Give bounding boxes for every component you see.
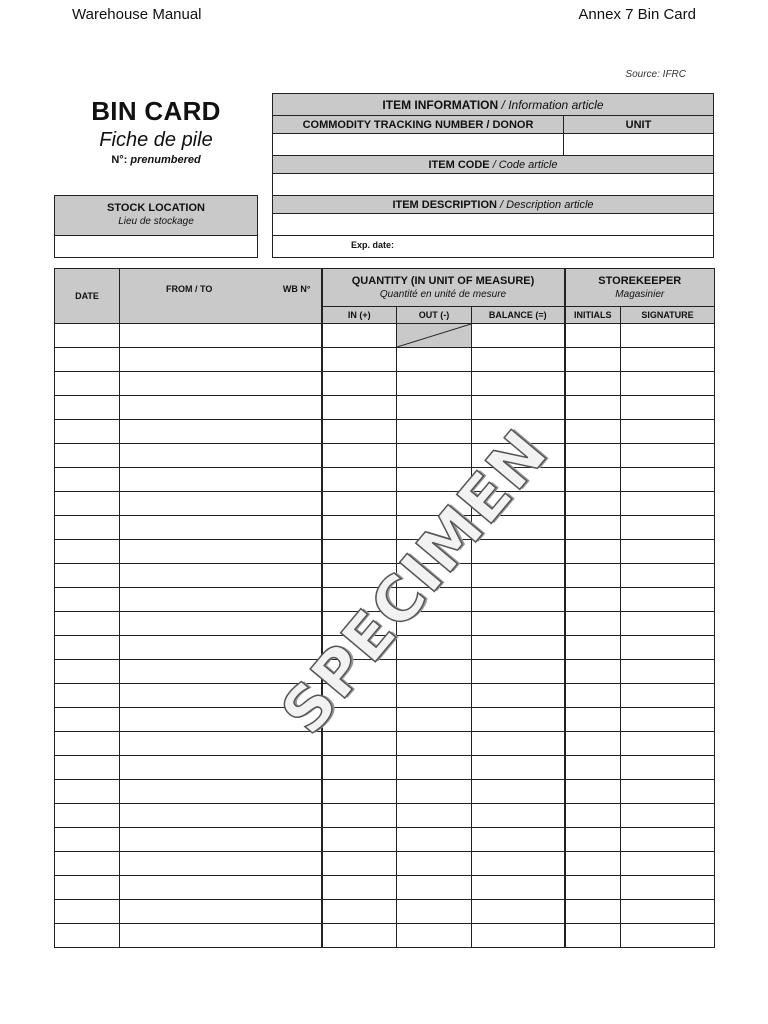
table-row — [55, 588, 715, 612]
date-cell[interactable] — [55, 348, 120, 372]
in-cell[interactable] — [322, 636, 397, 660]
signature-cell[interactable] — [621, 660, 715, 684]
balance-cell[interactable] — [472, 828, 565, 852]
initials-cell[interactable] — [565, 660, 621, 684]
balance-cell[interactable] — [472, 468, 565, 492]
date-cell[interactable] — [55, 756, 120, 780]
source-note: Source: IFRC — [625, 69, 686, 80]
quantity-header — [322, 269, 565, 307]
out-cell[interactable] — [397, 468, 472, 492]
balance-cell[interactable] — [472, 804, 565, 828]
from-to-cell[interactable] — [120, 420, 322, 444]
signature-cell[interactable] — [621, 876, 715, 900]
stock-location-sublabel: Lieu de stockage — [118, 216, 194, 227]
initials-cell[interactable] — [565, 564, 621, 588]
date-cell[interactable] — [55, 852, 120, 876]
signature-cell[interactable] — [621, 852, 715, 876]
date-cell[interactable] — [55, 420, 120, 444]
out-cell[interactable] — [397, 516, 472, 540]
from-to-cell[interactable] — [120, 804, 322, 828]
date-cell[interactable] — [55, 396, 120, 420]
signature-cell[interactable] — [621, 348, 715, 372]
item-information-title-fr: / Information article — [501, 97, 604, 112]
signature-cell[interactable] — [621, 468, 715, 492]
in-cell[interactable] — [322, 756, 397, 780]
specimen-watermark: SPECIMEN — [266, 415, 563, 748]
balance-cell[interactable] — [472, 876, 565, 900]
balance-cell[interactable] — [472, 708, 565, 732]
stock-location-box — [54, 195, 258, 258]
from-to-cell[interactable] — [120, 516, 322, 540]
out-cell[interactable] — [397, 636, 472, 660]
in-cell[interactable] — [322, 852, 397, 876]
from-to-cell[interactable] — [120, 396, 322, 420]
date-cell[interactable] — [55, 900, 120, 924]
unit-header — [563, 115, 714, 134]
table-row — [55, 468, 715, 492]
out-cell[interactable] — [397, 852, 472, 876]
from-to-cell[interactable] — [120, 468, 322, 492]
initials-cell[interactable] — [565, 468, 621, 492]
storekeeper-title: STOREKEEPER — [598, 275, 682, 287]
out-cell[interactable] — [397, 684, 472, 708]
initials-header: INITIALS — [565, 307, 621, 324]
from-to-cell[interactable] — [120, 876, 322, 900]
date-cell[interactable] — [55, 324, 120, 348]
table-row — [55, 804, 715, 828]
out-cell[interactable] — [397, 612, 472, 636]
out-cell[interactable] — [397, 780, 472, 804]
table-row — [55, 708, 715, 732]
from-to-cell[interactable] — [120, 636, 322, 660]
opening-balance-diagonal — [397, 324, 471, 347]
initials-cell[interactable] — [565, 324, 621, 348]
in-cell[interactable] — [322, 828, 397, 852]
out-header: OUT (-) — [397, 307, 472, 324]
out-cell[interactable] — [397, 564, 472, 588]
date-cell[interactable] — [55, 660, 120, 684]
exp-date-field[interactable] — [272, 235, 714, 258]
from-to-cell[interactable] — [120, 588, 322, 612]
signature-cell[interactable] — [621, 324, 715, 348]
out-cell[interactable] — [397, 804, 472, 828]
balance-cell[interactable] — [472, 684, 565, 708]
table-row — [55, 444, 715, 468]
balance-cell[interactable] — [472, 612, 565, 636]
date-cell[interactable] — [55, 468, 120, 492]
out-cell[interactable] — [397, 732, 472, 756]
table-row — [55, 732, 715, 756]
item-code-label: ITEM CODE — [428, 158, 490, 171]
date-cell[interactable] — [55, 564, 120, 588]
initials-cell[interactable] — [565, 828, 621, 852]
in-cell[interactable] — [322, 924, 397, 948]
wb-number-label: WB N° — [282, 284, 311, 294]
table-row — [55, 324, 715, 348]
date-cell[interactable] — [55, 636, 120, 660]
balance-cell[interactable] — [472, 780, 565, 804]
balance-cell[interactable] — [472, 348, 565, 372]
from-to-cell[interactable] — [120, 708, 322, 732]
table-row — [55, 564, 715, 588]
date-cell[interactable] — [55, 924, 120, 948]
in-cell[interactable] — [322, 732, 397, 756]
balance-cell[interactable] — [472, 540, 565, 564]
in-cell[interactable] — [322, 660, 397, 684]
commodity-field[interactable] — [272, 133, 564, 156]
in-cell[interactable] — [322, 516, 397, 540]
table-row — [55, 516, 715, 540]
table-row — [55, 372, 715, 396]
signature-cell[interactable] — [621, 924, 715, 948]
balance-cell[interactable] — [472, 564, 565, 588]
table-row — [55, 612, 715, 636]
in-cell[interactable] — [322, 348, 397, 372]
quantity-title: QUANTITY (IN UNIT OF MEASURE) — [351, 275, 535, 287]
from-to-cell[interactable] — [120, 780, 322, 804]
from-to-cell[interactable] — [120, 732, 322, 756]
item-description-field[interactable] — [272, 213, 714, 236]
storekeeper-subtitle: Magasinier — [615, 289, 665, 300]
stock-location-field[interactable] — [54, 235, 258, 258]
stock-location-label: STOCK LOCATION — [107, 202, 205, 214]
signature-cell[interactable] — [621, 420, 715, 444]
from-to-cell[interactable] — [120, 444, 322, 468]
table-row — [55, 636, 715, 660]
signature-header: SIGNATURE — [621, 307, 715, 324]
date-cell[interactable] — [55, 588, 120, 612]
storekeeper-header — [565, 269, 715, 307]
out-cell[interactable] — [397, 708, 472, 732]
signature-cell[interactable] — [621, 396, 715, 420]
out-cell — [397, 324, 472, 348]
date-cell[interactable] — [55, 684, 120, 708]
item-information-title: ITEM INFORMATION — [382, 97, 499, 112]
signature-cell[interactable] — [621, 636, 715, 660]
item-code-header — [272, 155, 714, 174]
in-cell[interactable] — [322, 540, 397, 564]
out-cell[interactable] — [397, 900, 472, 924]
in-cell[interactable] — [322, 684, 397, 708]
date-cell[interactable] — [55, 372, 120, 396]
table-row — [55, 900, 715, 924]
commodity-header — [272, 115, 564, 134]
from-to-cell[interactable] — [120, 540, 322, 564]
out-cell[interactable] — [397, 372, 472, 396]
title-block — [55, 96, 257, 166]
item-code-field[interactable] — [272, 173, 714, 196]
out-cell[interactable] — [397, 540, 472, 564]
table-row — [55, 684, 715, 708]
balance-cell[interactable] — [472, 492, 565, 516]
out-cell[interactable] — [397, 396, 472, 420]
from-to-cell[interactable] — [120, 684, 322, 708]
table-row — [55, 780, 715, 804]
out-cell[interactable] — [397, 828, 472, 852]
balance-cell[interactable] — [472, 756, 565, 780]
initials-cell[interactable] — [565, 732, 621, 756]
card-number-value: prenumbered — [130, 154, 201, 166]
in-cell[interactable] — [322, 372, 397, 396]
table-row — [55, 348, 715, 372]
balance-cell[interactable] — [472, 396, 565, 420]
from-to-cell[interactable] — [120, 492, 322, 516]
initials-cell[interactable] — [565, 516, 621, 540]
table-row — [55, 660, 715, 684]
signature-cell[interactable] — [621, 900, 715, 924]
from-to-label: FROM / TO — [166, 284, 213, 294]
out-cell[interactable] — [397, 588, 472, 612]
table-row — [55, 420, 715, 444]
from-to-cell[interactable] — [120, 660, 322, 684]
initials-cell[interactable] — [565, 420, 621, 444]
balance-cell[interactable] — [472, 444, 565, 468]
balance-cell[interactable] — [472, 588, 565, 612]
balance-cell[interactable] — [472, 924, 565, 948]
ledger-body — [55, 324, 715, 948]
from-to-cell[interactable] — [120, 324, 322, 348]
exp-date-label: Exp. date: — [351, 240, 395, 250]
signature-cell[interactable] — [621, 372, 715, 396]
date-cell[interactable] — [55, 780, 120, 804]
signature-cell[interactable] — [621, 516, 715, 540]
table-row — [55, 756, 715, 780]
initials-cell[interactable] — [565, 804, 621, 828]
from-to-cell[interactable] — [120, 756, 322, 780]
title-main: BIN CARD — [91, 96, 221, 126]
table-row — [55, 924, 715, 948]
out-cell[interactable] — [397, 492, 472, 516]
table-row — [55, 540, 715, 564]
date-cell[interactable] — [55, 516, 120, 540]
item-description-label: ITEM DESCRIPTION — [392, 198, 497, 211]
signature-cell[interactable] — [621, 444, 715, 468]
unit-label: UNIT — [625, 118, 652, 131]
in-cell[interactable] — [322, 612, 397, 636]
initials-cell[interactable] — [565, 372, 621, 396]
title-sub: Fiche de pile — [99, 129, 213, 151]
balance-cell[interactable] — [472, 324, 565, 348]
out-cell[interactable] — [397, 420, 472, 444]
out-cell[interactable] — [397, 348, 472, 372]
in-cell[interactable] — [322, 708, 397, 732]
initials-cell[interactable] — [565, 492, 621, 516]
balance-cell[interactable] — [472, 516, 565, 540]
from-to-header — [120, 269, 322, 324]
in-cell[interactable] — [322, 444, 397, 468]
signature-cell[interactable] — [621, 756, 715, 780]
signature-cell[interactable] — [621, 588, 715, 612]
date-cell[interactable] — [55, 828, 120, 852]
in-cell[interactable] — [322, 396, 397, 420]
balance-cell[interactable] — [472, 732, 565, 756]
from-to-cell[interactable] — [120, 924, 322, 948]
balance-cell[interactable] — [472, 660, 565, 684]
date-cell[interactable] — [55, 492, 120, 516]
from-to-cell[interactable] — [120, 612, 322, 636]
initials-cell[interactable] — [565, 684, 621, 708]
out-cell[interactable] — [397, 924, 472, 948]
initials-cell[interactable] — [565, 756, 621, 780]
date-cell[interactable] — [55, 876, 120, 900]
in-cell[interactable] — [322, 876, 397, 900]
out-cell[interactable] — [397, 660, 472, 684]
header-left: Warehouse Manual — [72, 6, 202, 23]
in-cell[interactable] — [322, 492, 397, 516]
card-number-label: N°: — [111, 154, 128, 166]
balance-cell[interactable] — [472, 636, 565, 660]
in-cell[interactable] — [322, 804, 397, 828]
balance-cell[interactable] — [472, 420, 565, 444]
balance-cell[interactable] — [472, 372, 565, 396]
item-code-label-fr: / Code article — [492, 158, 558, 171]
from-to-cell[interactable] — [120, 852, 322, 876]
signature-cell[interactable] — [621, 492, 715, 516]
initials-cell[interactable] — [565, 588, 621, 612]
stock-location-header — [54, 195, 258, 236]
table-row — [55, 852, 715, 876]
initials-cell[interactable] — [565, 900, 621, 924]
out-cell[interactable] — [397, 876, 472, 900]
table-row — [55, 828, 715, 852]
date-cell[interactable] — [55, 708, 120, 732]
date-cell[interactable] — [55, 540, 120, 564]
from-to-cell[interactable] — [120, 828, 322, 852]
signature-cell[interactable] — [621, 564, 715, 588]
date-cell[interactable] — [55, 612, 120, 636]
in-cell[interactable] — [322, 324, 397, 348]
date-header — [55, 269, 120, 324]
in-cell[interactable] — [322, 468, 397, 492]
balance-header: BALANCE (=) — [472, 307, 565, 324]
initials-cell[interactable] — [565, 612, 621, 636]
from-to-cell[interactable] — [120, 564, 322, 588]
initials-cell[interactable] — [565, 348, 621, 372]
out-cell[interactable] — [397, 756, 472, 780]
from-to-cell[interactable] — [120, 372, 322, 396]
signature-cell[interactable] — [621, 732, 715, 756]
initials-cell[interactable] — [565, 444, 621, 468]
commodity-label: COMMODITY TRACKING NUMBER / DONOR — [302, 118, 534, 131]
ledger-table — [54, 268, 715, 948]
item-information-box — [272, 93, 714, 258]
signature-cell[interactable] — [621, 708, 715, 732]
from-to-cell[interactable] — [120, 900, 322, 924]
quantity-subtitle: Quantité en unité de mesure — [379, 289, 507, 300]
initials-cell[interactable] — [565, 852, 621, 876]
item-description-header — [272, 195, 714, 214]
signature-cell[interactable] — [621, 804, 715, 828]
balance-cell[interactable] — [472, 852, 565, 876]
initials-cell[interactable] — [565, 396, 621, 420]
in-header: IN (+) — [322, 307, 397, 324]
out-cell[interactable] — [397, 444, 472, 468]
initials-cell[interactable] — [565, 708, 621, 732]
date-cell[interactable] — [55, 804, 120, 828]
header-right: Annex 7 Bin Card — [578, 6, 696, 23]
date-cell[interactable] — [55, 444, 120, 468]
date-header-label: DATE — [75, 291, 99, 301]
in-cell[interactable] — [322, 900, 397, 924]
initials-cell[interactable] — [565, 924, 621, 948]
table-row — [55, 876, 715, 900]
signature-cell[interactable] — [621, 612, 715, 636]
table-row — [55, 396, 715, 420]
initials-cell[interactable] — [565, 876, 621, 900]
signature-cell[interactable] — [621, 684, 715, 708]
card-number — [55, 154, 257, 166]
table-row — [55, 492, 715, 516]
from-to-cell[interactable] — [120, 348, 322, 372]
unit-field[interactable] — [563, 133, 714, 156]
in-cell[interactable] — [322, 420, 397, 444]
signature-cell[interactable] — [621, 780, 715, 804]
item-information-header — [272, 93, 714, 116]
balance-cell[interactable] — [472, 900, 565, 924]
in-cell[interactable] — [322, 588, 397, 612]
item-description-label-fr: / Description article — [500, 198, 594, 211]
initials-cell[interactable] — [565, 636, 621, 660]
in-cell[interactable] — [322, 780, 397, 804]
signature-cell[interactable] — [621, 828, 715, 852]
initials-cell[interactable] — [565, 780, 621, 804]
in-cell[interactable] — [322, 564, 397, 588]
date-cell[interactable] — [55, 732, 120, 756]
initials-cell[interactable] — [565, 540, 621, 564]
signature-cell[interactable] — [621, 540, 715, 564]
